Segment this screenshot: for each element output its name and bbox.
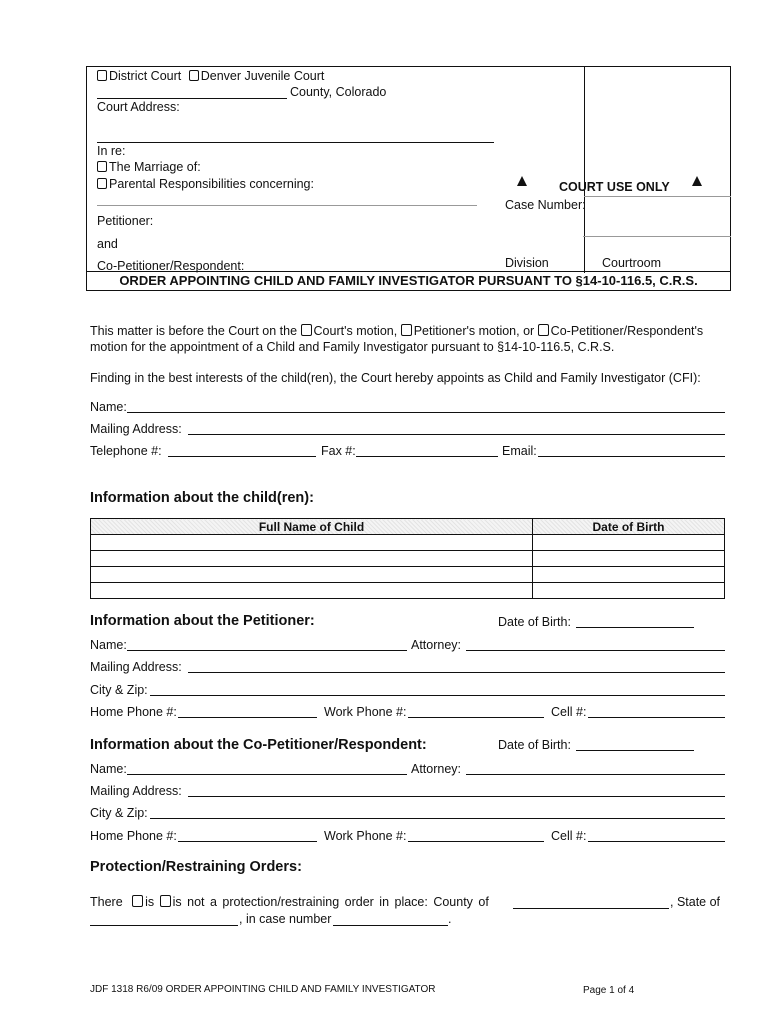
- petitioner-cell-label: Cell #:: [551, 705, 587, 719]
- courts-motion-checkbox[interactable]: [301, 324, 312, 336]
- copetitioner-city-field[interactable]: [150, 818, 725, 819]
- petitioner-label: Petitioner:: [97, 214, 154, 228]
- finding-text: Finding in the best interests of the child(ren), the Court hereby appoints as Child and Family Investigator (CFI):: [90, 371, 701, 385]
- copetitioner-heading: Information about the Co-Petitioner/Respondent:: [90, 737, 427, 753]
- child-dob-cell[interactable]: [533, 583, 725, 599]
- caption-divider: [584, 67, 585, 273]
- district-court-checkbox[interactable]: [97, 70, 107, 81]
- parties-line[interactable]: [97, 205, 477, 206]
- copetitioner-mailing-field[interactable]: [188, 796, 725, 797]
- case-number-label: Case Number:: [505, 198, 586, 212]
- district-court-label: District Court: [109, 69, 182, 83]
- table-row: [91, 535, 725, 551]
- protection-heading: Protection/Restraining Orders:: [90, 859, 302, 875]
- petitioner-dob-label: Date of Birth:: [498, 615, 571, 629]
- cfi-email-label: Email:: [502, 444, 537, 458]
- intro-text-1: This matter is before the Court on the: [90, 324, 298, 338]
- denver-juvenile-checkbox[interactable]: [189, 70, 199, 81]
- protection-period: .: [448, 912, 452, 926]
- marriage-checkbox[interactable]: [97, 161, 107, 172]
- case-caption-box: [86, 66, 731, 272]
- table-row: [91, 583, 725, 599]
- copetitioner-motion-checkbox[interactable]: [538, 324, 549, 336]
- protection-case-number-field[interactable]: [333, 925, 448, 926]
- denver-juvenile-label: Denver Juvenile Court: [200, 69, 325, 83]
- table-row: [91, 567, 725, 583]
- cfi-fax-label: Fax #:: [321, 444, 356, 458]
- petitioner-mailing-field[interactable]: [188, 672, 725, 673]
- copetitioner-home-label: Home Phone #:: [90, 829, 177, 843]
- copetitioner-home-field[interactable]: [178, 841, 317, 842]
- child-name-cell[interactable]: [91, 567, 533, 583]
- copetitioner-city-label: City & Zip:: [90, 806, 148, 820]
- court-use-only-label: COURT USE ONLY: [559, 180, 670, 194]
- protection-state-field[interactable]: [90, 925, 238, 926]
- in-case-number-label: , in case number: [239, 912, 332, 926]
- child-name-cell[interactable]: [91, 535, 533, 551]
- child-name-cell[interactable]: [91, 583, 533, 599]
- table-row: [91, 551, 725, 567]
- petitioner-home-field[interactable]: [178, 717, 317, 718]
- cfi-telephone-label: Telephone #:: [90, 444, 162, 458]
- petitioner-attorney-field[interactable]: [466, 650, 725, 651]
- marriage-label: The Marriage of:: [109, 160, 201, 174]
- parental-label: Parental Responsibilities concerning:: [109, 177, 314, 191]
- intro-paragraph: [90, 322, 730, 340]
- copetitioner-motion-label: Co-Petitioner/Respondent's: [550, 324, 704, 338]
- court-type-row: [97, 69, 324, 83]
- cfi-mailing-label: Mailing Address:: [90, 422, 182, 436]
- col-date-of-birth: Date of Birth: [533, 519, 725, 535]
- and-label: and: [97, 237, 118, 251]
- petitioner-heading: Information about the Petitioner:: [90, 613, 315, 629]
- child-dob-cell[interactable]: [533, 551, 725, 567]
- up-arrow-right-icon: [692, 175, 702, 189]
- children-table: [90, 518, 725, 599]
- courts-motion-label: Court's motion,: [313, 324, 398, 338]
- copetitioner-work-field[interactable]: [408, 841, 544, 842]
- in-re-label: In re:: [97, 144, 126, 158]
- is-not-label: is not a protection/restraining order in place: County of: [172, 895, 489, 909]
- petitioner-attorney-label: Attorney:: [411, 638, 462, 652]
- petitioner-name-label: Name:: [90, 638, 127, 652]
- parental-row: [97, 177, 314, 191]
- county-label: County, Colorado: [290, 85, 387, 99]
- order-title: ORDER APPOINTING CHILD AND FAMILY INVESTIGATOR PURSUANT TO §14-10-116.5, C.R.S.: [86, 271, 731, 291]
- protection-row: [90, 895, 489, 909]
- copetitioner-work-label: Work Phone #:: [324, 829, 407, 843]
- petitioner-dob-field[interactable]: [576, 627, 694, 628]
- petitioners-motion-label: Petitioner's motion, or: [413, 324, 535, 338]
- cfi-name-field[interactable]: [127, 412, 725, 413]
- copetitioner-label: Co-Petitioner/Respondent:: [97, 259, 245, 273]
- child-dob-cell[interactable]: [533, 535, 725, 551]
- petitioner-work-field[interactable]: [408, 717, 544, 718]
- copetitioner-cell-field[interactable]: [588, 841, 725, 842]
- petitioner-name-field[interactable]: [127, 650, 407, 651]
- cfi-fax-field[interactable]: [356, 456, 498, 457]
- is-not-checkbox[interactable]: [160, 895, 171, 907]
- children-heading: Information about the child(ren):: [90, 490, 314, 506]
- intro-text-2: motion for the appointment of a Child and Family Investigator pursuant to §14-10-116.5, C.R.S.: [90, 340, 615, 354]
- petitioner-home-label: Home Phone #:: [90, 705, 177, 719]
- child-dob-cell[interactable]: [533, 567, 725, 583]
- table-header-row: [91, 519, 725, 535]
- there-label: There: [90, 895, 123, 909]
- cfi-mailing-field[interactable]: [188, 434, 725, 435]
- protection-county-field[interactable]: [513, 908, 669, 909]
- court-address-line[interactable]: [97, 142, 494, 143]
- cfi-email-field[interactable]: [538, 456, 725, 457]
- footer-form-id: JDF 1318 R6/09 ORDER APPOINTING CHILD AND FAMILY INVESTIGATOR: [90, 984, 436, 995]
- footer-page-number: Page 1 of 4: [583, 985, 635, 996]
- petitioner-work-label: Work Phone #:: [324, 705, 407, 719]
- copetitioner-mailing-label: Mailing Address:: [90, 784, 182, 798]
- petitioner-city-field[interactable]: [150, 695, 725, 696]
- copetitioner-attorney-label: Attorney:: [411, 762, 462, 776]
- copetitioner-name-field[interactable]: [127, 774, 407, 775]
- col-full-name: Full Name of Child: [91, 519, 533, 535]
- parental-checkbox[interactable]: [97, 178, 107, 189]
- is-checkbox[interactable]: [132, 895, 143, 907]
- county-field-line[interactable]: [97, 98, 287, 99]
- cfi-telephone-field[interactable]: [168, 456, 316, 457]
- copetitioner-dob-label: Date of Birth:: [498, 738, 571, 752]
- courtroom-label: Courtroom: [602, 256, 662, 270]
- petitioner-cell-field[interactable]: [588, 717, 725, 718]
- child-name-cell[interactable]: [91, 551, 533, 567]
- copetitioner-attorney-field[interactable]: [466, 774, 725, 775]
- petitioner-mailing-label: Mailing Address:: [90, 660, 182, 674]
- case-number-divider: [583, 236, 731, 237]
- copetitioner-cell-label: Cell #:: [551, 829, 587, 843]
- court-use-divider: [584, 196, 731, 197]
- petitioner-city-label: City & Zip:: [90, 683, 148, 697]
- copetitioner-dob-field[interactable]: [576, 750, 694, 751]
- is-label: is: [145, 895, 155, 909]
- up-arrow-left-icon: [517, 175, 527, 189]
- court-address-label: Court Address:: [97, 100, 180, 114]
- marriage-row: [97, 160, 201, 174]
- state-of-label: , State of: [670, 895, 721, 909]
- cfi-name-label: Name:: [90, 400, 127, 414]
- copetitioner-name-label: Name:: [90, 762, 127, 776]
- division-label: Division: [505, 256, 549, 270]
- petitioners-motion-checkbox[interactable]: [401, 324, 412, 336]
